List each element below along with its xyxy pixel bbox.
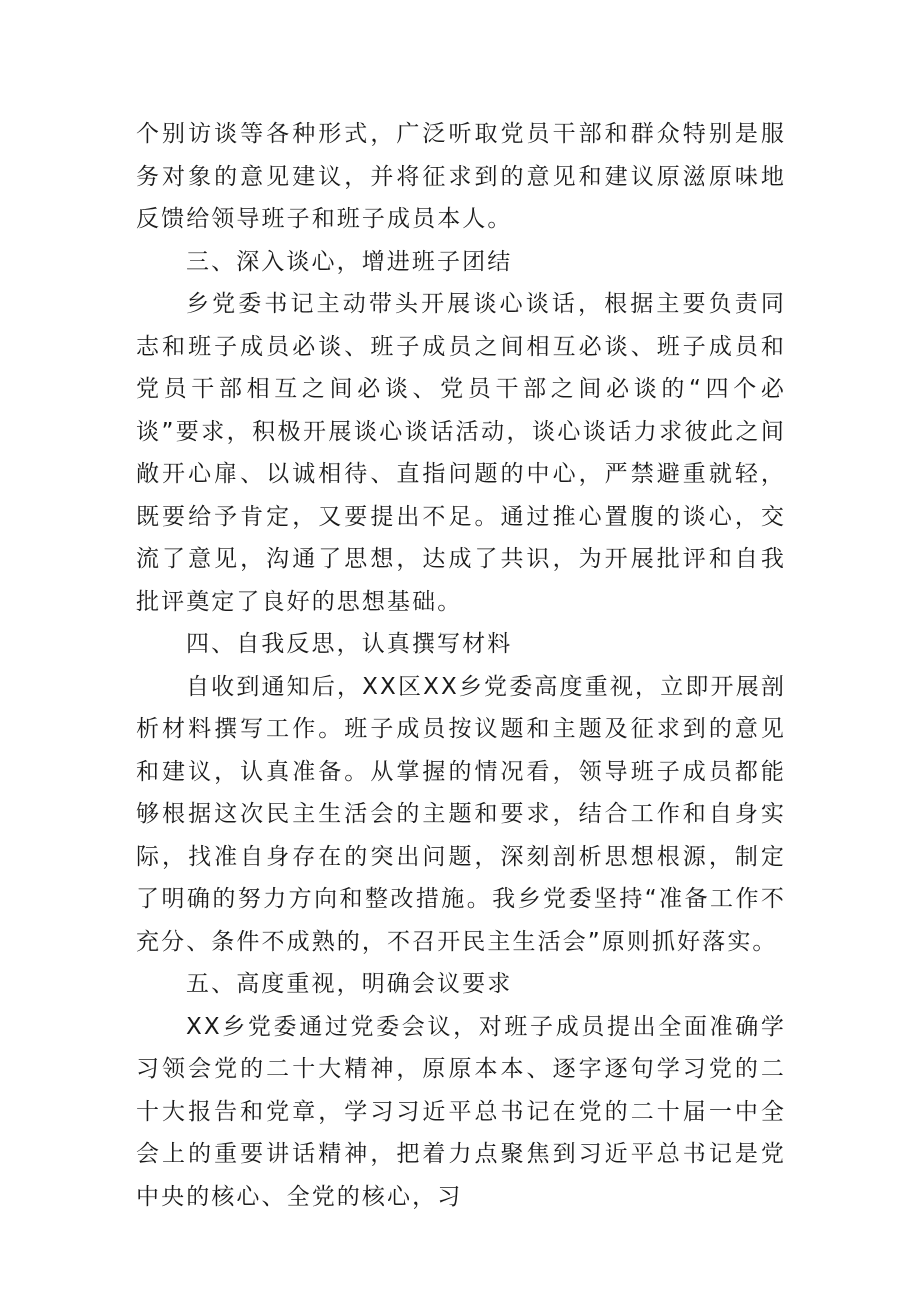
section-heading-4: 四、自我反思，认真撰写材料 [186,631,513,657]
paragraph-section-4: 自收到通知后，XX区XX乡党委高度重视，立即开展剖析材料撰写工作。班子成员按议题和主题及征求到的意见和建议，认真准备。从掌握的情况看，领导班子成员都能够根据这次民主生活会的主题和要求，结合工作和自身实际，找准自身存在的突出问题，深刻剖析思想根源，制定了明确的努力方向和整改措施。我乡党委坚持“准备工作不充分、条件不成熟的，不召开民主生活会”原则抓好落实。 [136,673,786,955]
document-body [136,113,786,1218]
section-heading-3: 三、深入谈心，增进班子团结 [186,248,513,275]
section-heading-5: 五、高度重视，明确会议要求 [186,971,513,997]
paragraph-section-3: 乡党委书记主动带头开展谈心谈话，根据主要负责同志和班子成员必谈、班子成员之间相互必谈、班子成员和党员干部相互之间必谈、党员干部之间必谈的“四个必谈”要求，积极开展谈心谈话活动，谈心谈话力求彼此之间敞开心扉、以诚相待、直指问题的中心，严禁避重就轻，既要给予肯定，又要提出不足。通过推心置腹的谈心，交流了意见，沟通了思想，达成了共识，为开展批评和自我批评奠定了良好的思想基础。 [136,291,786,615]
paragraph-continuation: 个别访谈等各种形式，广泛听取党员干部和群众特别是服务对象的意见建议，并将征求到的意见和建议原滋原味地反馈给领导班子和班子成员本人。 [136,121,786,232]
paragraph-section-5: XX乡党委通过党委会议，对班子成员提出全面准确学习领会党的二十大精神，原原本本、逐字逐句学习党的二十大报告和党章，学习习近平总书记在党的二十届一中全会上的重要讲话精神，把着力点聚焦到习近平总书记是党中央的核心、全党的核心，习 [136,1013,786,1210]
